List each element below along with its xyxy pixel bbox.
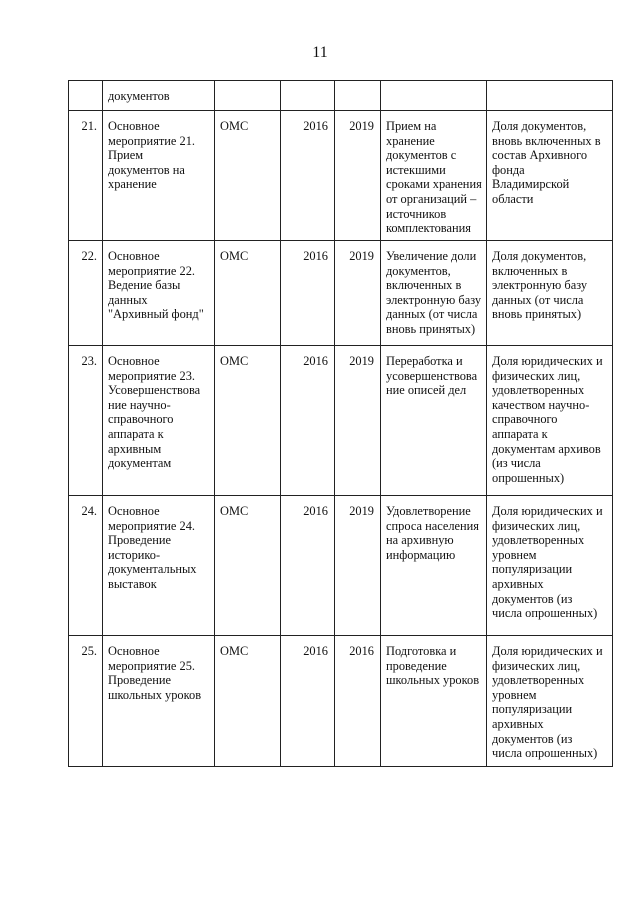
executor-cell: ОМС	[215, 496, 281, 636]
table-row	[69, 241, 613, 346]
num-cell: 21.	[69, 111, 103, 241]
num-cell: 23.	[69, 346, 103, 496]
end-year-cell: 2019	[335, 111, 381, 241]
executor-cell: ОМС	[215, 636, 281, 767]
start-year-cell: 2016	[281, 636, 335, 767]
num-cell: 25.	[69, 636, 103, 767]
table-row	[69, 496, 613, 636]
indicator-cell: Доля документов, включенных в электронную базу данных (от числа вновь принятых)	[487, 241, 613, 346]
result-cell: Удовлетворение спроса населения на архивную информацию	[381, 496, 487, 636]
end-year-cell: 2019	[335, 241, 381, 346]
table-row	[69, 636, 613, 767]
indicator-cell: Доля юридических и физических лиц, удовлетворенных уровнем популяризации архивных документов (из числа опрошенных)	[487, 636, 613, 767]
table-row-continuation	[69, 81, 613, 111]
indicator-cell: Доля документов, вновь включенных в состав Архивного фонда Владимирской области	[487, 111, 613, 241]
measure-cell: Основное мероприятие 24. Проведение историко- документальных выставок	[103, 496, 215, 636]
result-cell: Прием на хранение документов с истекшими сроками хранения от организаций – источников комплектования	[381, 111, 487, 241]
start-year-cell: 2016	[281, 241, 335, 346]
result-cell: Увеличение доли документов, включенных в электронную базу данных (от числа вновь принятых)	[381, 241, 487, 346]
indicator-cell: Доля юридических и физических лиц, удовлетворенных уровнем популяризации архивных документов (из числа опрошенных)	[487, 496, 613, 636]
measure-cell: Основное мероприятие 21. Прием документов на хранение	[103, 111, 215, 241]
executor-cell: ОМС	[215, 241, 281, 346]
start-year-cell	[281, 81, 335, 111]
indicator-cell	[487, 81, 613, 111]
end-year-cell: 2019	[335, 346, 381, 496]
result-cell	[381, 81, 487, 111]
measure-cell: Основное мероприятие 23. Усовершенствова ние научно- справочного аппарата к архивным документам	[103, 346, 215, 496]
executor-cell: ОМС	[215, 346, 281, 496]
table-row	[69, 346, 613, 496]
start-year-cell: 2016	[281, 496, 335, 636]
end-year-cell: 2019	[335, 496, 381, 636]
end-year-cell	[335, 81, 381, 111]
num-cell	[69, 81, 103, 111]
measure-cell: документов	[103, 81, 215, 111]
table-row	[69, 111, 613, 241]
indicator-cell: Доля юридических и физических лиц, удовлетворенных качеством научно- справочного аппарата к документам архивов (из числа опрошенных)	[487, 346, 613, 496]
executor-cell	[215, 81, 281, 111]
result-cell: Переработка и усовершенствова ние описей дел	[381, 346, 487, 496]
executor-cell: ОМС	[215, 111, 281, 241]
end-year-cell: 2016	[335, 636, 381, 767]
result-cell: Подготовка и проведение школьных уроков	[381, 636, 487, 767]
num-cell: 22.	[69, 241, 103, 346]
num-cell: 24.	[69, 496, 103, 636]
start-year-cell: 2016	[281, 346, 335, 496]
measure-cell: Основное мероприятие 25. Проведение школьных уроков	[103, 636, 215, 767]
measures-table	[68, 80, 613, 767]
start-year-cell: 2016	[281, 111, 335, 241]
page-number: 11	[312, 44, 328, 61]
measure-cell: Основное мероприятие 22. Ведение базы данных "Архивный фонд"	[103, 241, 215, 346]
